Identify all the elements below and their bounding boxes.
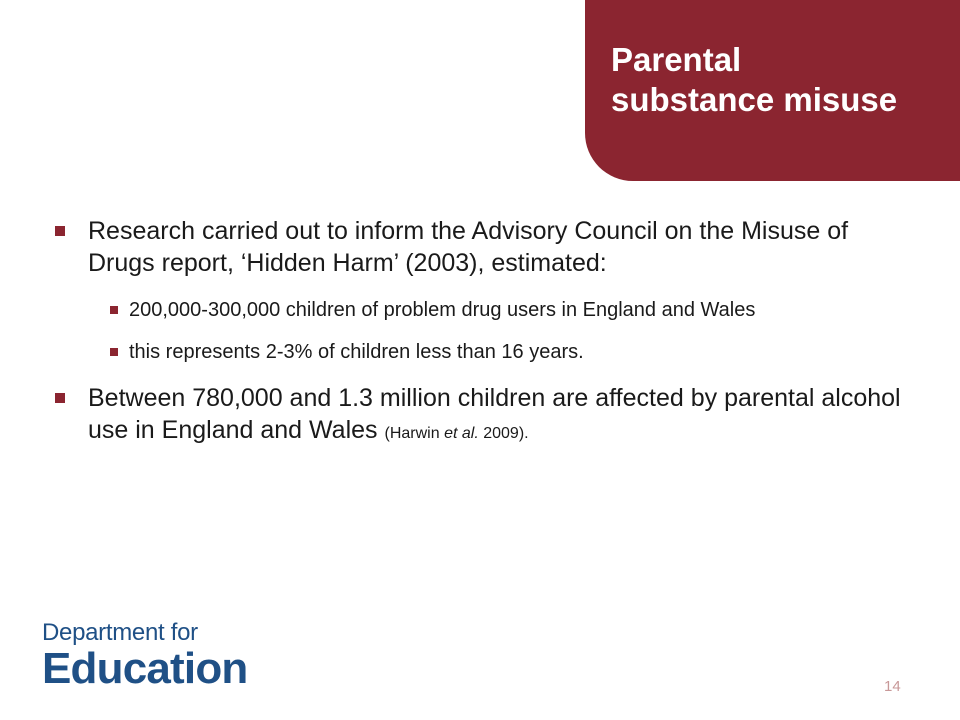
slide-title-line-1: Parental [611, 41, 742, 78]
square-bullet-icon [110, 348, 118, 356]
square-bullet-icon [55, 393, 65, 403]
sub-bullet-item [52, 298, 912, 323]
slide-content [52, 215, 912, 469]
sub-bullet-item [52, 340, 912, 365]
citation [385, 425, 529, 442]
slide-title-line-2: substance misuse [611, 81, 898, 118]
citation-author: (Harwin [384, 425, 440, 442]
sub-bullet-text: this represents 2-3% of children less than 16 years. [129, 341, 584, 363]
bullet-item [52, 215, 912, 279]
page-number: 14 [884, 678, 901, 695]
logo-line-1: Department for [42, 619, 198, 646]
bullet-text: Between 780,000 and 1.3 million children are affected by parental alcohol use in England and Wales [88, 384, 901, 444]
square-bullet-icon [55, 226, 65, 236]
bullet-text: Research carried out to inform the Advisory Council on the Misuse of Drugs report, ‘Hidden Harm’ (2003), estimated: [88, 217, 849, 277]
logo-line-2: Education [42, 644, 248, 693]
citation-etal: et al. [444, 425, 479, 442]
square-bullet-icon [110, 306, 118, 314]
bullet-item [52, 382, 912, 450]
department-for-education-logo [42, 620, 247, 692]
sub-bullet-text: 200,000-300,000 children of problem drug users in England and Wales [129, 299, 756, 321]
title-banner [585, 0, 960, 181]
citation-year: 2009). [483, 425, 529, 442]
